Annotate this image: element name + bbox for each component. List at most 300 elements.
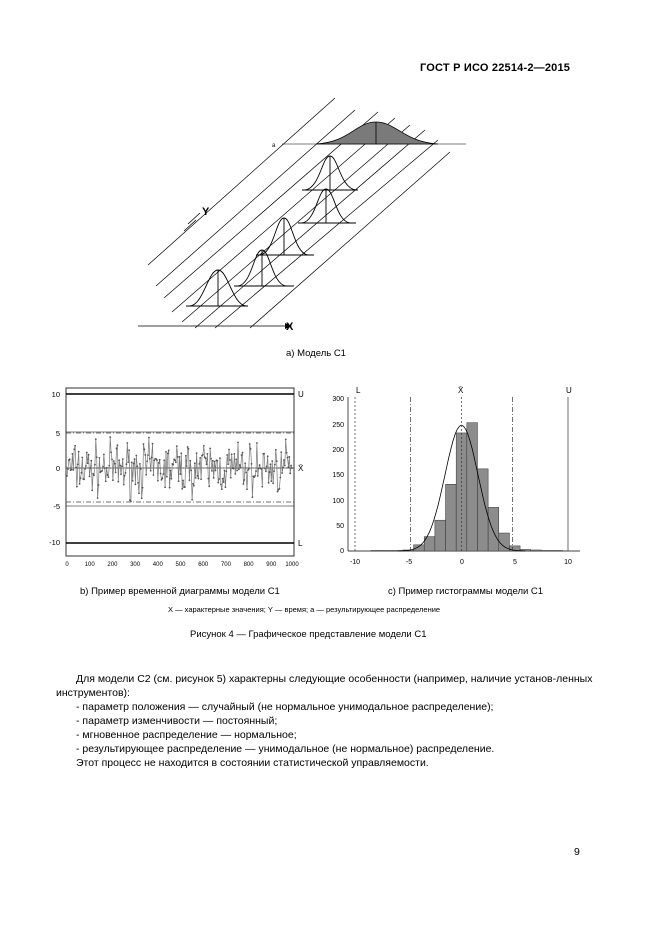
data-point [72,453,74,455]
data-point [229,459,231,461]
data-point [171,478,173,480]
data-point [211,470,213,472]
data-point [158,462,160,464]
data-point [167,453,169,455]
data-point [264,468,266,470]
y-tick: 250 [332,422,344,429]
data-point [69,458,71,460]
data-point [115,471,117,473]
data-point [257,475,259,477]
data-point [162,473,164,475]
data-point [118,459,120,461]
figure-b-caption: b) Пример временной диаграммы модели С1 [80,586,280,597]
data-point [135,455,137,457]
data-point [139,463,141,465]
data-point [168,450,170,452]
data-point [148,437,150,439]
data-point [89,475,91,477]
data-point [206,463,208,465]
data-point [182,480,184,482]
data-point [223,481,225,483]
data-point [236,470,238,472]
figure-title: Рисунок 4 — Графическое представление модели С1 [190,629,427,640]
data-point [209,448,211,450]
data-point [90,467,92,469]
x-tick: -10 [349,559,361,566]
data-point [178,480,180,482]
data-point [121,465,123,467]
data-point [189,479,191,481]
data-point [195,477,197,479]
data-point [95,438,97,440]
list-item: - параметр изменчивости — постоянный; [76,715,278,727]
data-point [165,451,167,453]
data-point [217,482,219,484]
x-tick: 300 [130,562,141,568]
x-tick: 100 [84,562,95,568]
axis-x-label: X [286,321,294,333]
data-point [132,480,134,482]
data-point [219,457,221,459]
data-point [233,468,235,470]
data-point [256,442,258,444]
data-point [131,461,133,463]
figure-a-caption: а) Модель С1 [286,348,346,359]
y-tick: 100 [332,498,344,505]
data-point [203,445,205,447]
data-point [141,497,143,499]
data-point [268,482,270,484]
data-point [77,464,79,466]
data-point [283,459,285,461]
list-item: - мгновенное распределение — нормальное; [76,729,297,741]
data-point [150,470,152,472]
data-point [166,476,168,478]
data-point [238,468,240,470]
data-point [81,457,83,459]
histogram-bar [414,545,425,551]
data-point [235,458,237,460]
data-point [149,458,151,460]
y-tick-labels [49,390,60,547]
data-point [105,480,107,482]
data-point [196,452,198,454]
data-point [271,460,273,462]
data-point [117,444,119,446]
data-point [207,478,209,480]
data-point [73,448,75,450]
data-point [177,456,179,458]
data-point [220,484,222,486]
data-point [186,465,188,467]
data-point [78,451,80,453]
data-point [187,446,189,448]
data-point [261,486,263,488]
data-point [164,486,166,488]
data-point [215,470,217,472]
data-point [75,466,77,468]
data-point [120,473,122,475]
data-point [189,460,191,462]
data-point [212,460,214,462]
data-point [128,449,130,451]
data-point [153,459,155,461]
histogram-chart [318,385,588,575]
data-point [244,462,246,464]
data-point [185,455,187,457]
data-point [254,475,256,477]
data-point [281,472,283,474]
data-point [108,476,110,478]
data-point [159,459,161,461]
data-point [67,468,69,470]
data-point [240,467,242,469]
data-point [147,454,149,456]
histogram-bar [382,550,393,551]
data-point [226,454,228,456]
data-point [127,461,129,463]
data-point [180,473,182,475]
x-tick: 800 [243,562,254,568]
data-point [85,465,87,467]
data-point [107,474,109,476]
data-point [157,480,159,482]
data-point [269,471,271,473]
y-tick: 50 [336,523,344,530]
x-tick: -5 [405,559,413,566]
data-point [184,486,186,488]
data-point [153,474,155,476]
data-point [274,464,276,466]
data-point [210,458,212,460]
data-point [198,478,200,480]
data-point [288,466,290,468]
data-point [231,453,233,455]
data-point [84,468,86,470]
data-point [230,477,232,479]
data-point [279,488,281,490]
data-point [191,499,193,501]
histogram-bar [552,550,563,551]
data-point [160,473,162,475]
instantaneous-distributions [186,156,358,306]
x-tick: 700 [220,562,231,568]
data-point [197,475,199,477]
data-point [102,466,104,468]
data-point [289,472,291,474]
x-tick: 0 [65,562,69,568]
data-point [106,467,108,469]
data-point [193,485,195,487]
data-point [198,463,200,465]
data-point [273,470,275,472]
data-point [213,477,215,479]
x-tick: 10 [564,559,572,566]
list-item: - результирующее распределение — унимодальное (не нормальное) распределение. [76,743,495,755]
data-point [136,465,138,467]
data-point [109,436,111,438]
y-tick-0: 0 [55,464,60,473]
histogram-bar [435,520,446,551]
data-point [112,479,114,481]
data-point [251,463,253,465]
data-point [145,474,147,476]
hist-label-u: U [566,386,572,395]
y-tick: 200 [332,447,344,454]
data-point [126,442,128,444]
data-point [258,468,260,470]
histogram-bar [488,507,499,551]
data-point [103,453,105,455]
data-point [174,459,176,461]
data-point [74,445,76,447]
data-point [290,465,292,467]
data-point [96,456,98,458]
data-point [123,484,125,486]
data-point [117,481,119,483]
axis-y-label: Y [202,206,210,218]
data-point [248,468,250,470]
y-tick: 300 [332,396,344,403]
data-point [110,451,112,453]
data-point [202,454,204,456]
data-point [237,441,239,443]
data-point [200,478,202,480]
data-point [221,488,223,490]
data-point [151,457,153,459]
x-tick: 400 [152,562,163,568]
data-point [135,483,137,485]
data-point [175,461,177,463]
data-point [170,470,172,472]
data-point [172,464,174,466]
body-text [56,672,596,770]
data-point [250,448,252,450]
diagonal-guide-lines [148,98,450,328]
data-point [144,448,146,450]
x-tick: 600 [198,562,209,568]
data-point [276,460,278,462]
data-point [280,451,282,453]
intro-paragraph: Для модели С2 (см. рисунок 5) характерны следующие особенности (например, наличие установ-ленных инструментов): [56,673,593,699]
histogram-bar [467,423,478,551]
data-point [234,453,236,455]
data-point [126,463,128,465]
label-a: а [272,143,276,149]
data-point [243,479,245,481]
data-point [242,452,244,454]
data-point [138,492,140,494]
data-point [277,491,279,493]
page-number: 9 [574,846,580,858]
data-point [101,470,103,472]
figure-c-caption: с) Пример гистограммы модели С1 [388,586,544,597]
hist-y-ticks [332,396,344,555]
histogram-bar [541,550,552,551]
data-point [179,456,181,458]
data-point [81,472,83,474]
resulting-distribution [316,122,438,144]
data-point [181,488,183,490]
data-point [80,477,82,479]
data-point [214,461,216,463]
conclusion-paragraph: Этот процесс не находится в состоянии статистической управляемости. [76,757,429,769]
data-point [66,475,68,477]
data-point [83,478,85,480]
data-point [261,468,263,470]
data-point [286,452,288,454]
data-point [146,460,148,462]
data-point [111,459,113,461]
x-tick: 500 [175,562,186,568]
data-point [239,464,241,466]
data-point [124,475,126,477]
data-point [270,463,272,465]
data-point [119,465,121,467]
data-point [176,445,178,447]
histogram-bar [371,550,382,551]
data-point [143,443,145,445]
y-tick: 150 [332,472,344,479]
data-point [162,477,164,479]
data-point [284,465,286,467]
y-tick-minus5: -5 [53,502,60,511]
data-point [92,473,94,475]
x-tick: 5 [513,559,517,566]
x-tick-labels [65,562,299,568]
data-point [249,443,251,445]
hist-label-mean: X̄ [458,386,464,395]
data-point [122,458,124,460]
data-point [163,459,165,461]
hist-label-l: L [356,386,361,395]
data-point [188,448,190,450]
data-point [113,460,115,462]
data-point [270,480,272,482]
data-point [285,438,287,440]
data-point [225,471,227,473]
data-point [152,443,154,445]
data-point [133,463,135,465]
data-point [246,488,248,490]
data-point [245,472,247,474]
data-point [137,482,139,484]
figure-legend: X — характерные значения; Y — время; а — результирующее распределение [168,605,441,614]
y-tick-5: 5 [55,429,60,438]
label-mean: X̄ [298,464,304,473]
data-point [266,466,268,468]
data-point [71,469,73,471]
data-point [108,465,110,467]
data-point [97,497,99,499]
data-point [190,469,192,471]
data-point [275,449,277,451]
histogram-bar [446,484,457,551]
data-point [263,453,265,455]
data-point [194,462,196,464]
data-point [222,478,224,480]
data-point [282,467,284,469]
data-point [288,456,290,458]
data-point [91,489,93,491]
data-point [243,483,245,485]
x-tick: 900 [266,562,277,568]
histogram-bar [531,550,542,551]
data-point [88,454,90,456]
model-c1-diagram [120,90,480,340]
data-point [279,477,281,479]
data-point [291,467,293,469]
data-point [241,454,243,456]
data-point [252,496,254,498]
y-tick: 0 [340,548,344,555]
label-l: L [298,539,303,548]
data-point [228,449,230,451]
histogram-bars [371,423,563,551]
data-point [87,462,89,464]
data-point [255,470,257,472]
data-point [287,457,289,459]
data-point [169,487,171,489]
x-tick: 200 [107,562,118,568]
data-point [207,453,209,455]
data-point [94,464,96,466]
y-tick-minus10: -10 [49,538,60,547]
data-point [192,483,194,485]
data-point [79,483,81,485]
data-point [114,463,116,465]
data-point [116,448,118,450]
data-point [142,487,144,489]
data-point [86,452,88,454]
data-point [99,457,101,459]
data-point [104,467,106,469]
hist-x-ticks [350,559,572,566]
data-point [98,484,100,486]
data-point [140,468,142,470]
list-item: - параметр положения — случайный (не нормальное унимодальное распределение); [76,701,494,713]
data-point [225,486,227,488]
data-point [125,472,127,474]
data-point [144,454,146,456]
data-point [90,460,92,462]
data-point [234,473,236,475]
x-tick: 0 [460,559,464,566]
data-point [72,469,74,471]
data-point [180,452,182,454]
data-point [259,464,261,466]
data-point [130,500,132,502]
data-point [267,455,269,457]
data-point [93,474,95,476]
data-point [156,459,158,461]
data-point [272,482,274,484]
data-point [224,470,226,472]
x-tick: 1000 [285,562,299,568]
document-header: ГОСТ Р ИСО 22514-2—2015 [420,62,571,74]
data-point [265,470,267,472]
y-tick-10: 10 [51,390,60,399]
data-point [216,460,218,462]
data-point [199,457,201,459]
data-point [227,463,229,465]
label-u: U [298,390,304,399]
data-point [208,485,210,487]
data-point [134,458,136,460]
data-point [76,486,78,488]
data-point [205,457,207,459]
data-point [218,478,220,480]
